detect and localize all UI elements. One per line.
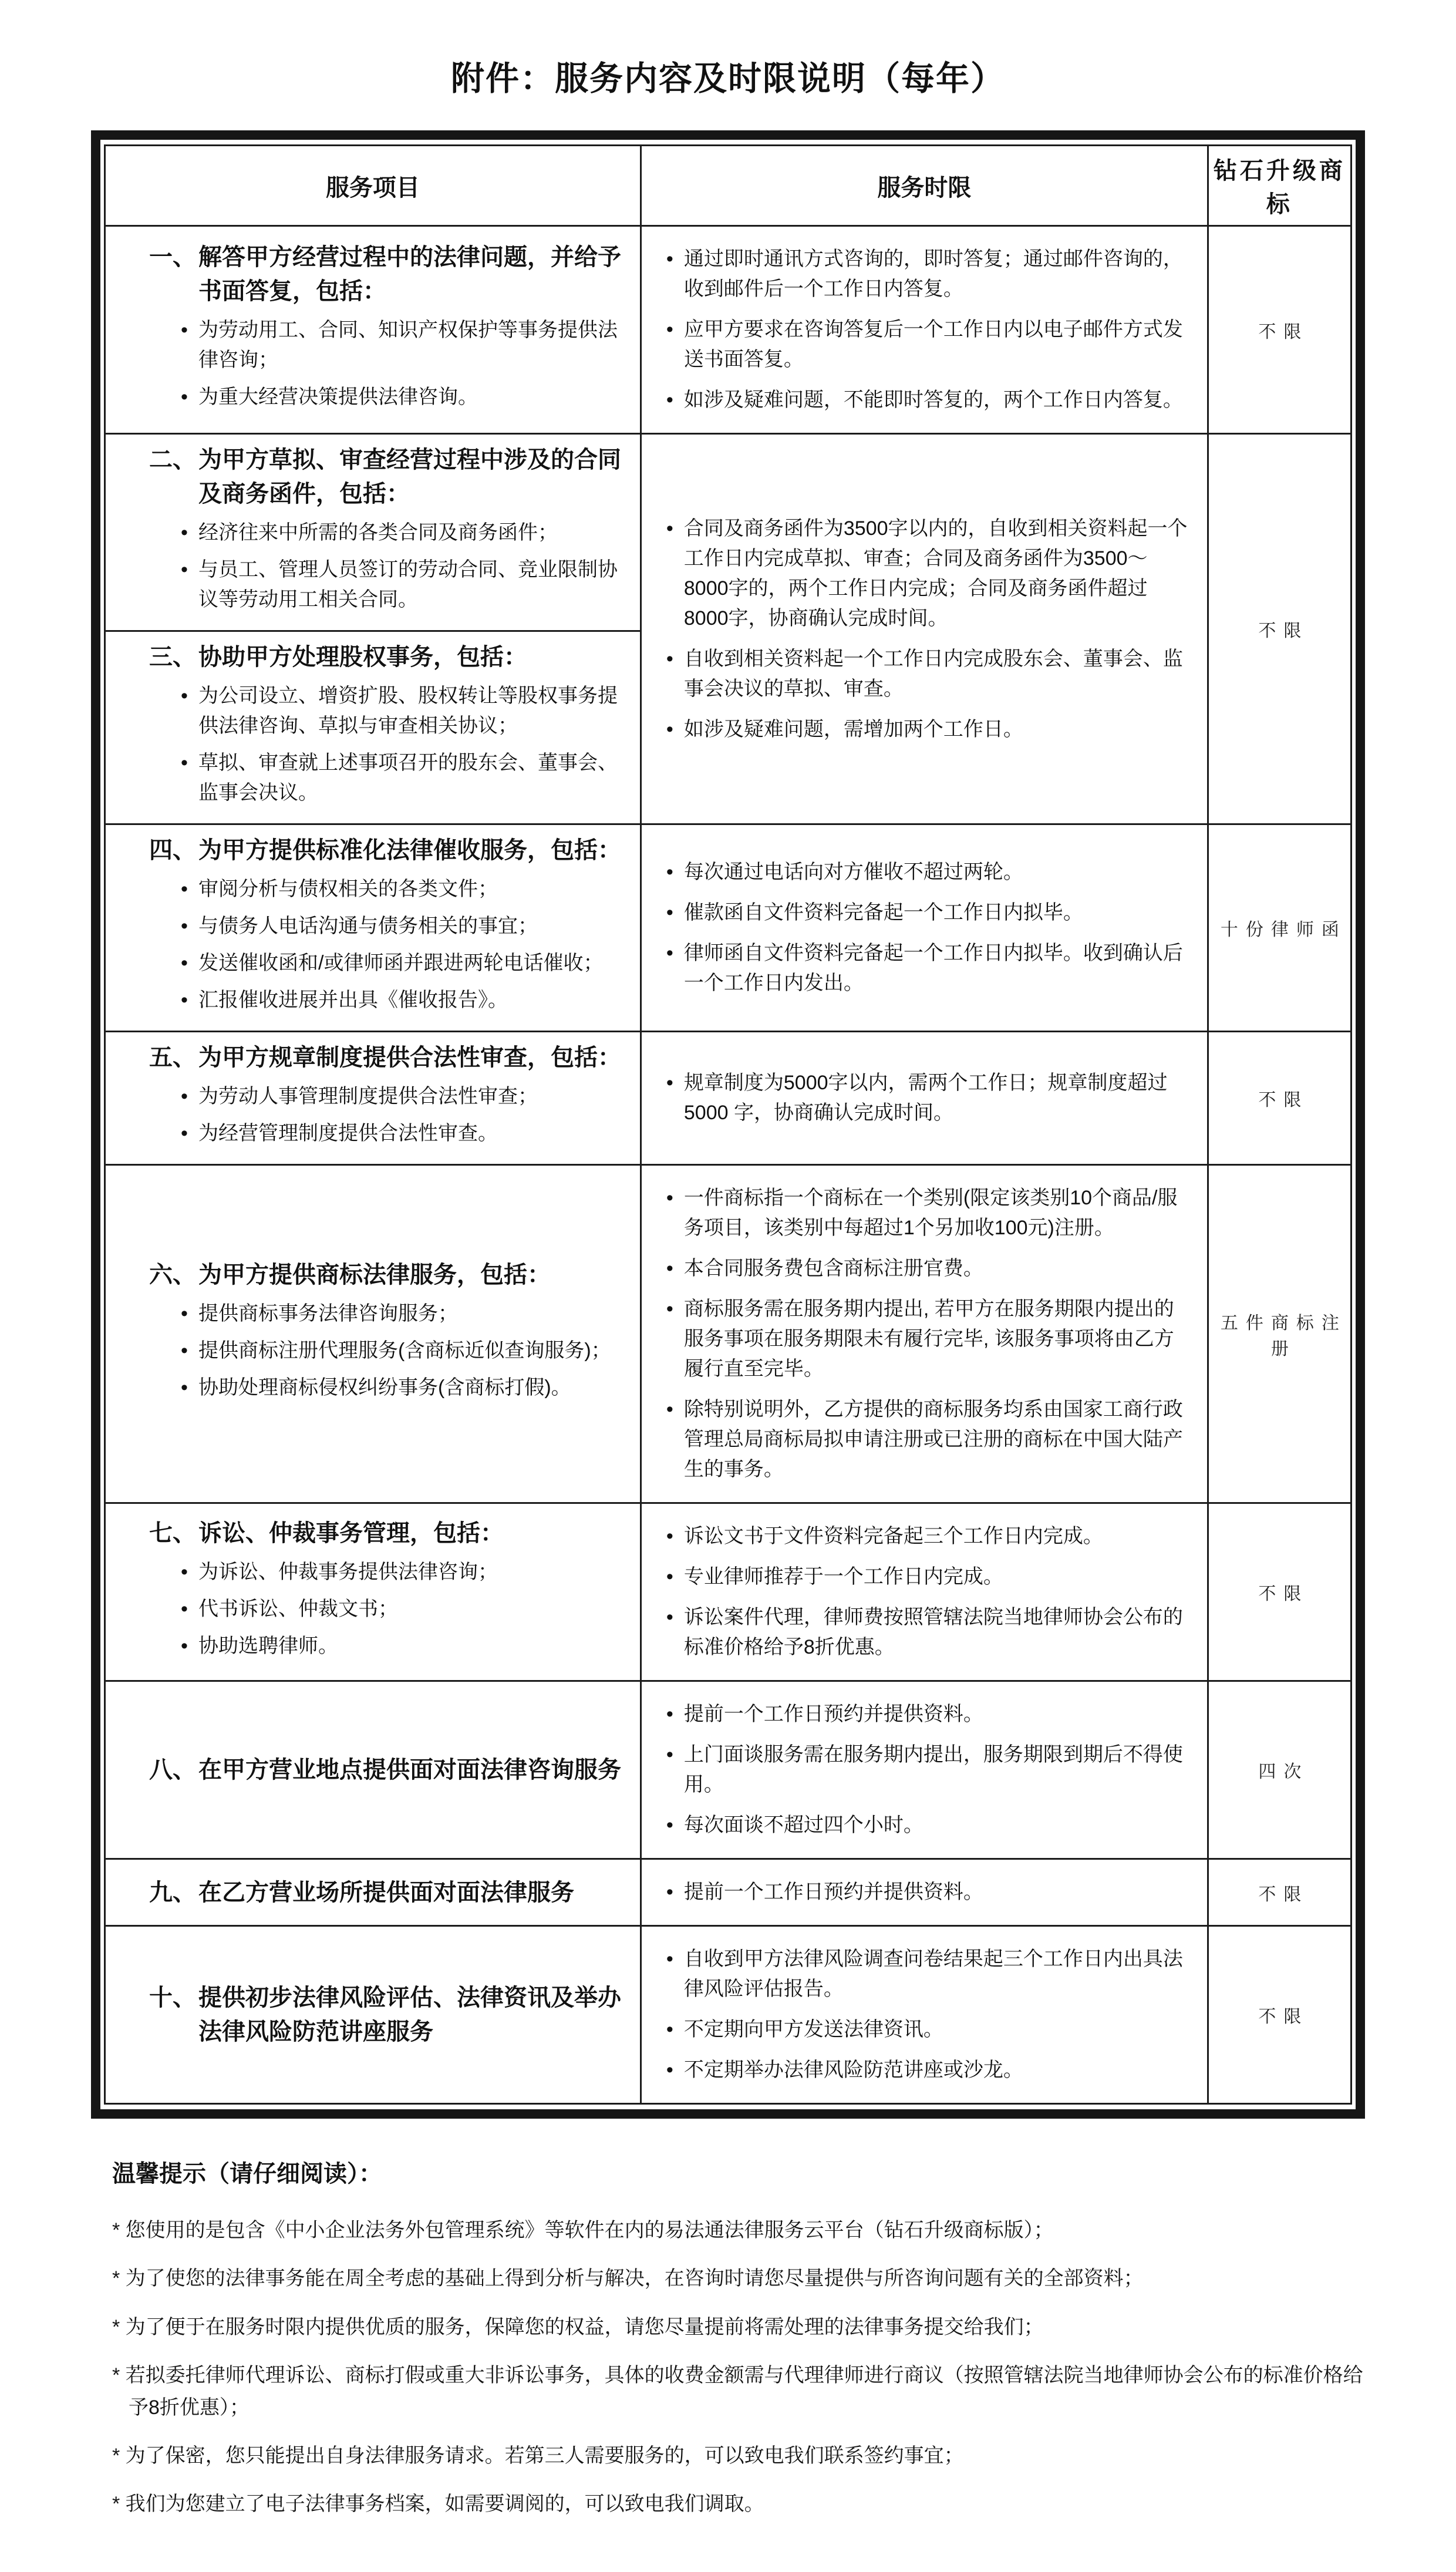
item-bullet: • 汇报催收进展并出具《催收报告》。 [198,985,626,1015]
service-table [104,144,1352,2105]
note-item: * 为了使您的法律事务能在周全考虑的基础上得到分析与解决，在咨询时请您尽量提供与所咨询问题有关的全部资料； [112,2267,1144,2290]
item-bullet: • 为公司设立、增资扩股、股权转让等股权事务提供法律咨询、草拟与审查相关协议； [198,681,626,741]
item-title: 解答甲方经营过程中的法律问题，并给予书面答复，包括： [198,244,621,304]
service-item-heading [149,1753,626,1787]
quota-cell: 不限 [1208,1859,1351,1926]
quota-cell: 不限 [1208,1032,1351,1165]
item-title: 在甲方营业地点提供面对面法律咨询服务 [198,1757,621,1783]
item-title: 为甲方规章制度提供合法性审查，包括： [198,1045,621,1070]
time-limit-cell [641,1681,1208,1859]
item-bullet-list [198,874,626,1015]
quota-cell: 五件商标注册 [1208,1165,1351,1503]
col-header-quota: 钻石升级商标 [1208,146,1351,226]
table-row [105,1165,1351,1503]
item-bullet: • 协助选聘律师。 [198,1631,626,1661]
notes-title: 温馨提示（请仔细阅读）： [112,2161,382,2187]
quota-cell: 不限 [1208,226,1351,434]
time-bullet: • 一件商标指一个商标在一个类别(限定该类别10个商品/服务项目，该类别中每超过1个另加收100元)注册。 [684,1183,1192,1243]
item-bullet-list [198,315,626,412]
item-number: 四、 [149,837,196,863]
item-title: 提供初步法律风险评估、法律资讯及举办法律风险防范讲座服务 [198,1985,621,2045]
time-bullet: • 律师函自文件资料完备起一个工作日内拟毕。收到确认后一个工作日内发出。 [684,938,1192,998]
time-bullet-list [684,1699,1192,1840]
item-number: 五、 [149,1045,196,1070]
item-title: 为甲方提供标准化法律催收服务，包括： [198,837,621,863]
time-limit-cell [641,1859,1208,1926]
time-bullet: • 诉讼案件代理，律师费按照管辖法院当地律师协会公布的标准价格给予8折优惠。 [684,1603,1192,1662]
item-bullet: • 发送催收函和/或律师函并跟进两轮电话催收； [198,948,626,978]
item-bullet: • 为劳动用工、合同、知识产权保护等事务提供法律咨询； [198,315,626,375]
time-bullet-list [684,244,1192,415]
item-bullet: • 草拟、审查就上述事项召开的股东会、董事会、监事会决议。 [198,748,626,808]
time-bullet-list [684,857,1192,998]
time-bullet: • 不定期向甲方发送法律资讯。 [684,2015,1192,2045]
note-item: * 我们为您建立了电子法律事务档案，如需要调阅的，可以致电我们调取。 [112,2493,764,2516]
item-bullet: • 与债务人电话沟通与债务相关的事宜； [198,911,626,941]
table-row [105,824,1351,1032]
service-item-heading [149,240,626,308]
item-bullet: • 经济往来中所需的各类合同及商务函件； [198,518,626,548]
time-bullet: • 本合同服务费包含商标注册官费。 [684,1254,1192,1284]
time-bullet: • 提前一个工作日预约并提供资料。 [684,1699,1192,1729]
item-title: 为甲方提供商标法律服务，包括： [198,1262,551,1288]
table-row [105,434,1351,631]
service-item-cell [105,226,641,434]
service-item-cell [105,1165,641,1503]
time-bullet: • 诉讼文书于文件资料完备起三个工作日内完成。 [684,1521,1192,1551]
time-limit-cell [641,1503,1208,1681]
service-item-heading [149,1876,626,1910]
time-bullet: • 应甲方要求在咨询答复后一个工作日内以电子邮件方式发送书面答复。 [684,315,1192,375]
service-item-heading [149,640,626,674]
item-bullet-list [198,681,626,808]
time-bullet: • 催款函自文件资料完备起一个工作日内拟毕。 [684,898,1192,928]
item-bullet-list [198,1082,626,1149]
service-item-heading [149,1041,626,1075]
time-bullet: • 商标服务需在服务期内提出, 若甲方在服务期限内提出的服务事项在服务期限未有履行完毕, 该服务事项将由乙方履行直至完毕。 [684,1294,1192,1384]
service-item-heading [149,833,626,867]
service-item-cell [105,631,641,824]
time-limit-cell [641,434,1208,824]
table-row [105,226,1351,434]
table-row [105,1681,1351,1859]
quota-cell: 不限 [1208,434,1351,824]
service-item-cell [105,1032,641,1165]
quota-cell: 不限 [1208,1926,1351,2104]
item-bullet: • 审阅分析与债权相关的各类文件； [198,874,626,904]
service-item-cell [105,824,641,1032]
notes-section [112,2155,1365,2520]
time-bullet-list [684,514,1192,745]
service-item-cell [105,434,641,631]
note-item: * 您使用的是包含《中小企业法务外包管理系统》等软件在内的易法通法律服务云平台（钻石升级商标版）； [112,2219,1054,2241]
time-bullet: • 自收到甲方法律风险调查问卷结果起三个工作日内出具法律风险评估报告。 [684,1944,1192,2004]
service-item-heading [149,1516,626,1550]
item-bullet-list [198,518,626,615]
table-row [105,1032,1351,1165]
service-item-heading [149,443,626,511]
item-bullet: • 与员工、管理人员签订的劳动合同、竞业限制协议等劳动用工相关合同。 [198,555,626,615]
item-number: 二、 [149,447,196,473]
time-limit-cell [641,226,1208,434]
item-bullet-list [198,1299,626,1403]
table-row [105,1859,1351,1926]
table-row [105,1503,1351,1681]
time-bullet-list [684,1944,1192,2085]
time-bullet: • 通过即时通讯方式咨询的，即时答复；通过邮件咨询的，收到邮件后一个工作日内答复。 [684,244,1192,304]
time-bullet: • 自收到相关资料起一个工作日内完成股东会、董事会、监事会决议的草拟、审查。 [684,644,1192,704]
item-title: 诉讼、仲裁事务管理，包括： [198,1520,504,1546]
time-bullet-list [684,1183,1192,1484]
time-limit-cell [641,824,1208,1032]
item-bullet: • 提供商标事务法律咨询服务； [198,1299,626,1329]
time-bullet: • 除特别说明外，乙方提供的商标服务均系由国家工商行政管理总局商标局拟申请注册或已注册的商标在中国大陆产生的事务。 [684,1395,1192,1484]
col-header-service-item: 服务项目 [105,146,641,226]
item-number: 六、 [149,1262,196,1288]
item-bullet: • 为诉讼、仲裁事务提供法律咨询； [198,1557,626,1587]
item-number: 八、 [149,1757,196,1783]
item-bullet: • 提供商标注册代理服务(含商标近似查询服务)； [198,1336,626,1366]
item-number: 七、 [149,1520,196,1546]
item-title: 协助甲方处理股权事务，包括： [198,644,527,670]
note-item: * 若拟委托律师代理诉讼、商标打假或重大非诉讼事务，具体的收费金额需与代理律师进行商议（按照管辖法院当地律师协会公布的标准价格给予8折优惠）； [112,2364,1363,2419]
table-frame [91,130,1365,2119]
time-bullet-list [684,1877,1192,1907]
time-bullet: • 如涉及疑难问题，需增加两个工作日。 [684,715,1192,745]
service-item-heading [149,1981,626,2049]
time-bullet: • 不定期举办法律风险防范讲座或沙龙。 [684,2055,1192,2085]
item-number: 三、 [149,644,196,670]
service-item-heading [149,1258,626,1292]
time-limit-cell [641,1032,1208,1165]
service-item-cell [105,1681,641,1859]
item-bullet: • 为劳动人事管理制度提供合法性审查； [198,1082,626,1112]
item-bullet: • 协助处理商标侵权纠纷事务(含商标打假)。 [198,1373,626,1403]
time-bullet-list [684,1068,1192,1128]
page-title: 附件：服务内容及时限说明（每年） [451,60,1005,97]
time-limit-cell [641,1926,1208,2104]
time-bullet: • 上门面谈服务需在服务期内提出，服务期限到期后不得使用。 [684,1740,1192,1800]
item-title: 为甲方草拟、审查经营过程中涉及的合同及商务函件，包括： [198,447,621,507]
quota-cell: 四次 [1208,1681,1351,1859]
item-number: 一、 [149,244,196,270]
service-item-cell [105,1926,641,2104]
time-bullet: • 每次通过电话向对方催收不超过两轮。 [684,857,1192,887]
col-header-time-limit: 服务时限 [641,146,1208,226]
time-bullet: • 提前一个工作日预约并提供资料。 [684,1877,1192,1907]
note-item: * 为了便于在服务时限内提供优质的服务，保障您的权益，请您尽量提前将需处理的法律事务提交给我们； [112,2315,1044,2338]
time-limit-cell [641,1165,1208,1503]
service-item-cell [105,1859,641,1926]
item-bullet: • 代书诉讼、仲裁文书； [198,1594,626,1624]
table-header-row [105,146,1351,226]
note-item: * 为了保密，您只能提出自身法律服务请求。若第三人需要服务的，可以致电我们联系签约事宜； [112,2444,964,2467]
item-bullet: • 为重大经营决策提供法律咨询。 [198,382,626,412]
table-row [105,1926,1351,2104]
item-bullet-list [198,1557,626,1661]
item-bullet: • 为经营管理制度提供合法性审查。 [198,1119,626,1149]
time-bullet-list [684,1521,1192,1662]
quota-cell: 十份律师函 [1208,824,1351,1032]
item-number: 十、 [149,1985,196,2011]
time-bullet: • 合同及商务函件为3500字以内的，自收到相关资料起一个工作日内完成草拟、审查；合同及商务函件为3500～8000字的，两个工作日内完成；合同及商务函件超过8000字，协商确认完成时间。 [684,514,1192,634]
item-number: 九、 [149,1879,196,1906]
item-title: 在乙方营业场所提供面对面法律服务 [198,1879,574,1906]
time-bullet: • 如涉及疑难问题，不能即时答复的，两个工作日内答复。 [684,385,1192,415]
time-bullet: • 规章制度为5000字以内，需两个工作日；规章制度超过 5000 字，协商确认完成时间。 [684,1068,1192,1128]
time-bullet: • 每次面谈不超过四个小时。 [684,1810,1192,1840]
time-bullet: • 专业律师推荐于一个工作日内完成。 [684,1562,1192,1592]
service-item-cell [105,1503,641,1681]
quota-cell: 不限 [1208,1503,1351,1681]
